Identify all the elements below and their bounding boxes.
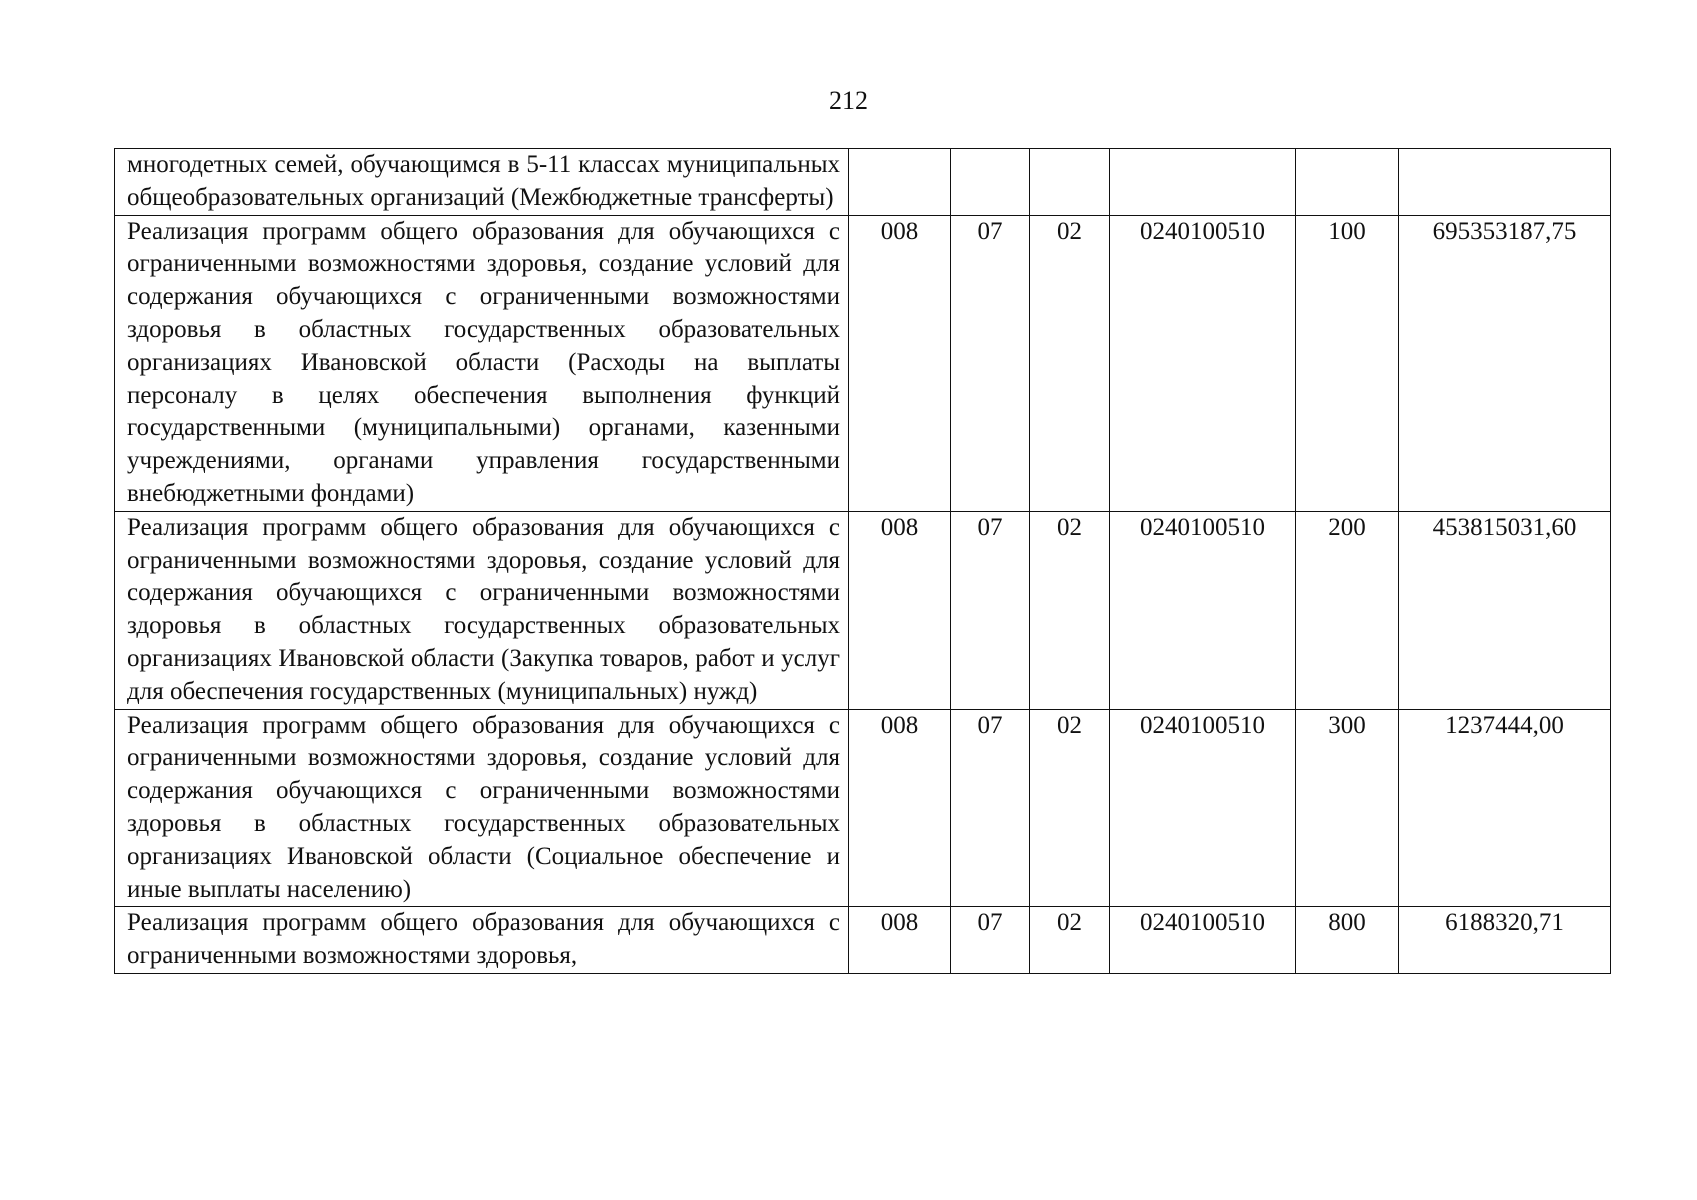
row-description: Реализация программ общего образования для обучающихся с ограниченными возможностями здоровья, создание условий для содержания обучающихся с ограниченными возможностями здоровья в областных государственных образовательных организациях Ивановской области (Закупка товаров, работ и услуг для обеспечения государственных (муниципальных) нужд) <box>115 511 849 709</box>
table-row <box>115 149 1611 216</box>
page-number: 212 <box>829 86 868 115</box>
row-expense-type: 800 <box>1296 907 1399 974</box>
row-section-code <box>951 149 1030 216</box>
row-gr-code: 008 <box>849 215 951 511</box>
row-amount: 6188320,71 <box>1399 907 1611 974</box>
row-description: Реализация программ общего образования для обучающихся с ограниченными возможностями здоровья, <box>115 907 849 974</box>
row-target-article: 0240100510 <box>1110 511 1296 709</box>
row-expense-type <box>1296 149 1399 216</box>
row-section-code: 07 <box>951 215 1030 511</box>
row-description: Реализация программ общего образования для обучающихся с ограниченными возможностями здоровья, создание условий для содержания обучающихся с ограниченными возможностями здоровья в областных государственных образовательных организациях Ивановской области (Социальное обеспечение и иные выплаты населению) <box>115 709 849 907</box>
row-section-code: 07 <box>951 511 1030 709</box>
row-section-code: 07 <box>951 709 1030 907</box>
table-row <box>115 907 1611 974</box>
table-row <box>115 215 1611 511</box>
table-row <box>115 709 1611 907</box>
row-amount: 1237444,00 <box>1399 709 1611 907</box>
row-target-article: 0240100510 <box>1110 709 1296 907</box>
row-target-article: 0240100510 <box>1110 215 1296 511</box>
row-description: Реализация программ общего образования для обучающихся с ограниченными возможностями здоровья, создание условий для содержания обучающихся с ограниченными возможностями здоровья в областных государственных образовательных организациях Ивановской области (Расходы на выплаты персоналу в целях обеспечения выполнения функций государственными (муниципальными) органами, казенными учреждениями, органами управления государственными внебюджетными фондами) <box>115 215 849 511</box>
row-expense-type: 200 <box>1296 511 1399 709</box>
row-gr-code <box>849 149 951 216</box>
row-subsection-code: 02 <box>1030 511 1110 709</box>
row-subsection-code: 02 <box>1030 709 1110 907</box>
row-gr-code: 008 <box>849 709 951 907</box>
row-gr-code: 008 <box>849 907 951 974</box>
row-subsection-code: 02 <box>1030 215 1110 511</box>
row-amount: 453815031,60 <box>1399 511 1611 709</box>
row-subsection-code: 02 <box>1030 907 1110 974</box>
row-expense-type: 300 <box>1296 709 1399 907</box>
table-row <box>115 511 1611 709</box>
row-gr-code: 008 <box>849 511 951 709</box>
row-subsection-code <box>1030 149 1110 216</box>
row-target-article <box>1110 149 1296 216</box>
row-section-code: 07 <box>951 907 1030 974</box>
row-target-article: 0240100510 <box>1110 907 1296 974</box>
budget-table <box>114 148 1611 974</box>
row-description: многодетных семей, обучающимся в 5-11 классах муниципальных общеобразовательных организаций (Межбюджетные трансферты) <box>115 149 849 216</box>
row-amount <box>1399 149 1611 216</box>
row-expense-type: 100 <box>1296 215 1399 511</box>
row-amount: 695353187,75 <box>1399 215 1611 511</box>
